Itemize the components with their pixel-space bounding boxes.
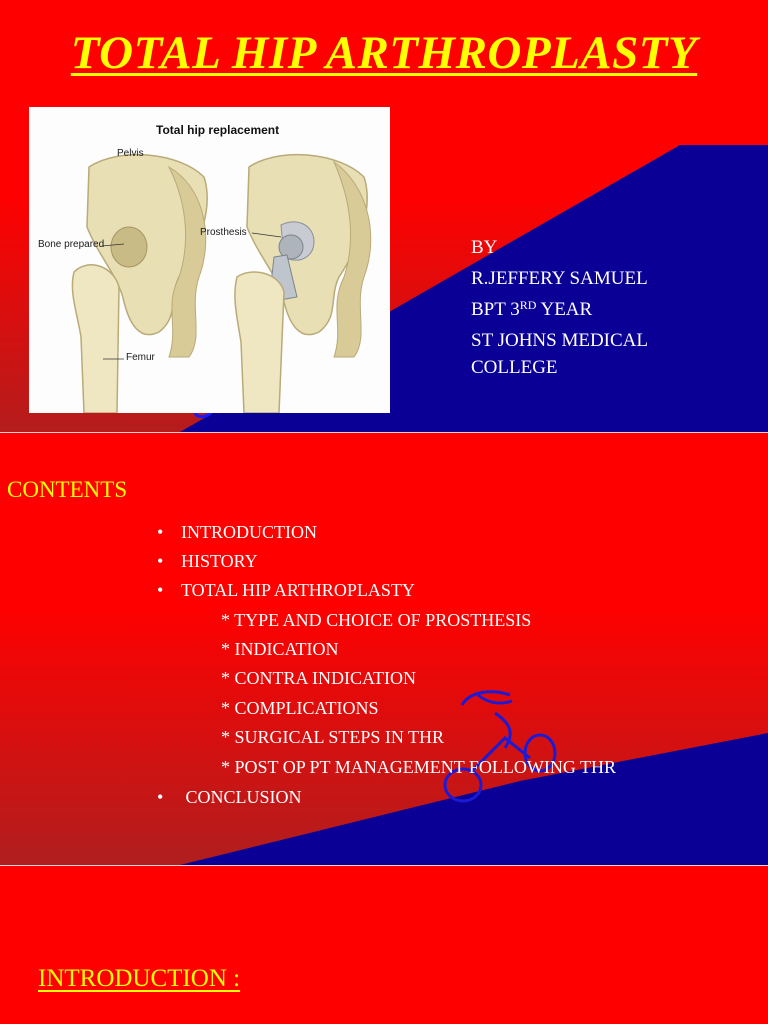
- slide-contents: [0, 433, 768, 865]
- author-year: BPT 3RD YEAR: [471, 298, 593, 320]
- figure-caption: Total hip replacement: [156, 123, 280, 137]
- author-college-line2: COLLEGE: [471, 357, 558, 378]
- label-prosthesis: Prosthesis: [200, 227, 247, 238]
- list-item: * SURGICAL STEPS IN THR: [221, 727, 445, 747]
- presentation-title: TOTAL HIP ARTHROPLASTY: [70, 27, 698, 79]
- hip-replacement-figure: [29, 107, 390, 413]
- list-item: • HISTORY: [157, 551, 258, 571]
- list-item: • INTRODUCTION: [157, 522, 317, 542]
- list-item: • TOTAL HIP ARTHROPLASTY: [157, 580, 415, 600]
- list-item: * POST OP PT MANAGEMENT FOLLOWING THR: [221, 757, 617, 777]
- list-item: • CONCLUSION: [157, 787, 302, 807]
- slide-introduction: [0, 866, 768, 1024]
- list-item: * COMPLICATIONS: [221, 698, 379, 718]
- author-block: [471, 232, 648, 383]
- list-item: * INDICATION: [221, 639, 339, 659]
- author-name: R.JEFFERY SAMUEL: [471, 268, 648, 289]
- label-femur: Femur: [126, 352, 155, 363]
- slide-title: [0, 0, 768, 432]
- label-bone-prepared: Bone prepared: [38, 239, 105, 250]
- hip-anatomy-illustration: [29, 107, 390, 413]
- author-by: BY: [471, 237, 498, 258]
- author-college-line1: ST JOHNS MEDICAL: [471, 330, 649, 351]
- introduction-heading: INTRODUCTION :: [38, 965, 241, 992]
- list-item: * TYPE AND CHOICE OF PROSTHESIS: [221, 610, 532, 630]
- label-pelvis: Pelvis: [117, 148, 144, 159]
- list-item: * CONTRA INDICATION: [221, 668, 416, 688]
- contents-heading: CONTENTS: [7, 477, 128, 502]
